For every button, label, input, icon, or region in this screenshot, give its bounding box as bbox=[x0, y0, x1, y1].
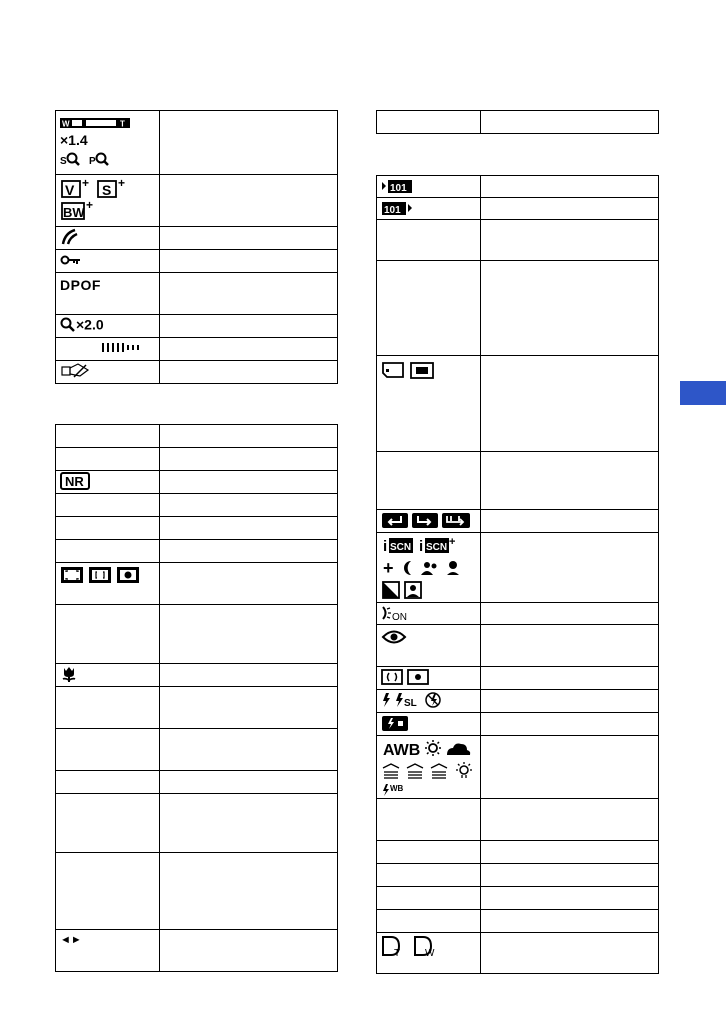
table-row bbox=[377, 887, 659, 910]
key-icon bbox=[60, 251, 82, 269]
table-row bbox=[377, 176, 659, 198]
svg-text:ON: ON bbox=[392, 611, 407, 622]
svg-text:101: 101 bbox=[384, 204, 401, 216]
description-cell bbox=[160, 273, 338, 315]
protect-cell bbox=[56, 250, 160, 273]
folder-prev-icon bbox=[381, 200, 415, 216]
table-row bbox=[56, 853, 338, 930]
scene-cell bbox=[377, 533, 481, 603]
table-row bbox=[56, 540, 338, 563]
scene-icons bbox=[381, 535, 477, 601]
svg-text:AWB: AWB bbox=[383, 742, 421, 759]
table-row bbox=[377, 452, 659, 510]
right-icon-table-2 bbox=[376, 175, 659, 974]
table-row bbox=[377, 910, 659, 933]
svg-text:SCN: SCN bbox=[390, 542, 412, 553]
zoom-scale-icon bbox=[60, 117, 130, 129]
table-row bbox=[377, 667, 659, 690]
table-row bbox=[56, 687, 338, 729]
table-row bbox=[56, 175, 338, 227]
svg-text:SCN: SCN bbox=[426, 542, 448, 553]
svg-text:i: i bbox=[383, 538, 388, 555]
left-icon-table-1 bbox=[55, 110, 338, 384]
svg-text:WB: WB bbox=[390, 784, 404, 793]
review-arrows-icons bbox=[381, 511, 471, 529]
nr-cell bbox=[56, 471, 160, 494]
flash-charge-cell bbox=[377, 713, 481, 736]
zoom-factor: ×1.4 bbox=[60, 132, 88, 148]
af-frame-icons bbox=[60, 565, 140, 585]
description-cell bbox=[160, 361, 338, 384]
left-icon-table-2 bbox=[55, 424, 338, 972]
table-row bbox=[56, 471, 338, 494]
svg-text:S: S bbox=[60, 155, 67, 167]
table-row bbox=[377, 261, 659, 356]
table-row bbox=[56, 361, 338, 384]
svg-text:+: + bbox=[383, 558, 394, 578]
smart-precision-zoom-icon bbox=[60, 151, 120, 167]
svg-text:V: V bbox=[65, 182, 75, 198]
no-usb-icon bbox=[60, 362, 92, 380]
flash-cell bbox=[377, 690, 481, 713]
media-cell bbox=[377, 356, 481, 452]
nav-arrows: ◄► bbox=[60, 934, 82, 946]
dpof-label: DPOF bbox=[60, 277, 101, 293]
table-row bbox=[377, 603, 659, 625]
red-eye-cell bbox=[377, 625, 481, 667]
white-balance-icons bbox=[381, 738, 481, 798]
svg-text:+: + bbox=[82, 176, 90, 190]
description-cell bbox=[160, 338, 338, 361]
color-mode-icons bbox=[60, 175, 140, 223]
description-cell bbox=[160, 250, 338, 273]
af-illuminator-cell bbox=[377, 603, 481, 625]
table-row bbox=[56, 771, 338, 794]
playback-zoom-factor: ×2.0 bbox=[76, 316, 104, 333]
description-cell bbox=[160, 111, 338, 175]
nr-icon bbox=[60, 472, 90, 490]
table-row bbox=[377, 690, 659, 713]
svg-text:SL: SL bbox=[404, 697, 417, 709]
table-row bbox=[56, 930, 338, 972]
folder-next-icon bbox=[381, 178, 415, 194]
table-row bbox=[56, 111, 338, 175]
table-row bbox=[377, 533, 659, 603]
table-row bbox=[377, 625, 659, 667]
table-row bbox=[377, 736, 659, 799]
macro-cell bbox=[56, 664, 160, 687]
table-row bbox=[377, 933, 659, 974]
flash-mode-icons bbox=[381, 691, 471, 709]
folder-prev-cell bbox=[377, 198, 481, 220]
tulip-icon bbox=[60, 665, 78, 683]
svg-text:101: 101 bbox=[390, 182, 407, 194]
review-arrows-cell bbox=[377, 510, 481, 533]
color-mode-cell bbox=[56, 175, 160, 227]
zoom-cell bbox=[56, 111, 160, 175]
svg-text:i: i bbox=[419, 538, 424, 555]
table-row bbox=[56, 425, 338, 448]
table-row bbox=[377, 510, 659, 533]
description-cell bbox=[160, 227, 338, 250]
svg-text:W: W bbox=[62, 119, 70, 129]
dpof-cell bbox=[56, 273, 160, 315]
table-row bbox=[56, 273, 338, 315]
svg-text:NR: NR bbox=[65, 473, 84, 489]
table-row bbox=[56, 729, 338, 771]
svg-text:BW: BW bbox=[63, 205, 85, 220]
svg-text:W: W bbox=[425, 948, 435, 957]
playback-zoom-cell bbox=[56, 315, 160, 338]
memory-card-internal-memory-icons bbox=[381, 360, 437, 382]
af-frame-cell bbox=[56, 563, 160, 605]
table-row bbox=[56, 517, 338, 540]
table-row bbox=[56, 494, 338, 517]
table-row bbox=[56, 605, 338, 664]
volume-cell bbox=[56, 338, 160, 361]
metering-icons bbox=[381, 668, 433, 686]
volume-level-bars bbox=[60, 340, 156, 356]
table-row bbox=[377, 841, 659, 864]
af-illuminator-icon bbox=[381, 604, 413, 622]
usb-cell bbox=[56, 361, 160, 384]
svg-text:P: P bbox=[89, 155, 96, 167]
description-cell bbox=[160, 315, 338, 338]
table-row bbox=[56, 664, 338, 687]
svg-text:T: T bbox=[120, 119, 125, 129]
table-row bbox=[377, 356, 659, 452]
metering-cell bbox=[377, 667, 481, 690]
svg-text:+: + bbox=[118, 176, 126, 190]
folder-next-cell bbox=[377, 176, 481, 198]
table-row bbox=[56, 250, 338, 273]
table-row bbox=[377, 111, 659, 134]
table-row bbox=[56, 227, 338, 250]
table-row bbox=[56, 338, 338, 361]
table-row bbox=[56, 794, 338, 853]
right-icon-table-1 bbox=[376, 110, 659, 134]
flash-charging-icon bbox=[381, 714, 411, 732]
table-row bbox=[377, 799, 659, 841]
dro-cell bbox=[377, 933, 481, 974]
table-row bbox=[377, 864, 659, 887]
table-row bbox=[377, 220, 659, 261]
table-row bbox=[56, 448, 338, 471]
description-cell bbox=[160, 175, 338, 227]
table-row bbox=[56, 563, 338, 605]
magnifier-icon bbox=[60, 317, 76, 333]
svg-text:S: S bbox=[102, 182, 112, 198]
eye-icon bbox=[381, 627, 407, 647]
chapter-tab bbox=[680, 381, 726, 405]
table-row bbox=[377, 198, 659, 220]
svg-text:+: + bbox=[449, 536, 456, 548]
svg-text:T: T bbox=[394, 948, 401, 957]
print-mark-cell bbox=[56, 227, 160, 250]
svg-text:+: + bbox=[86, 198, 94, 212]
white-balance-cell bbox=[377, 736, 481, 799]
print-mark-icon bbox=[60, 227, 80, 247]
table-row bbox=[56, 315, 338, 338]
table-row bbox=[377, 713, 659, 736]
dro-icons bbox=[381, 935, 443, 957]
nav-arrows-cell bbox=[56, 930, 160, 972]
